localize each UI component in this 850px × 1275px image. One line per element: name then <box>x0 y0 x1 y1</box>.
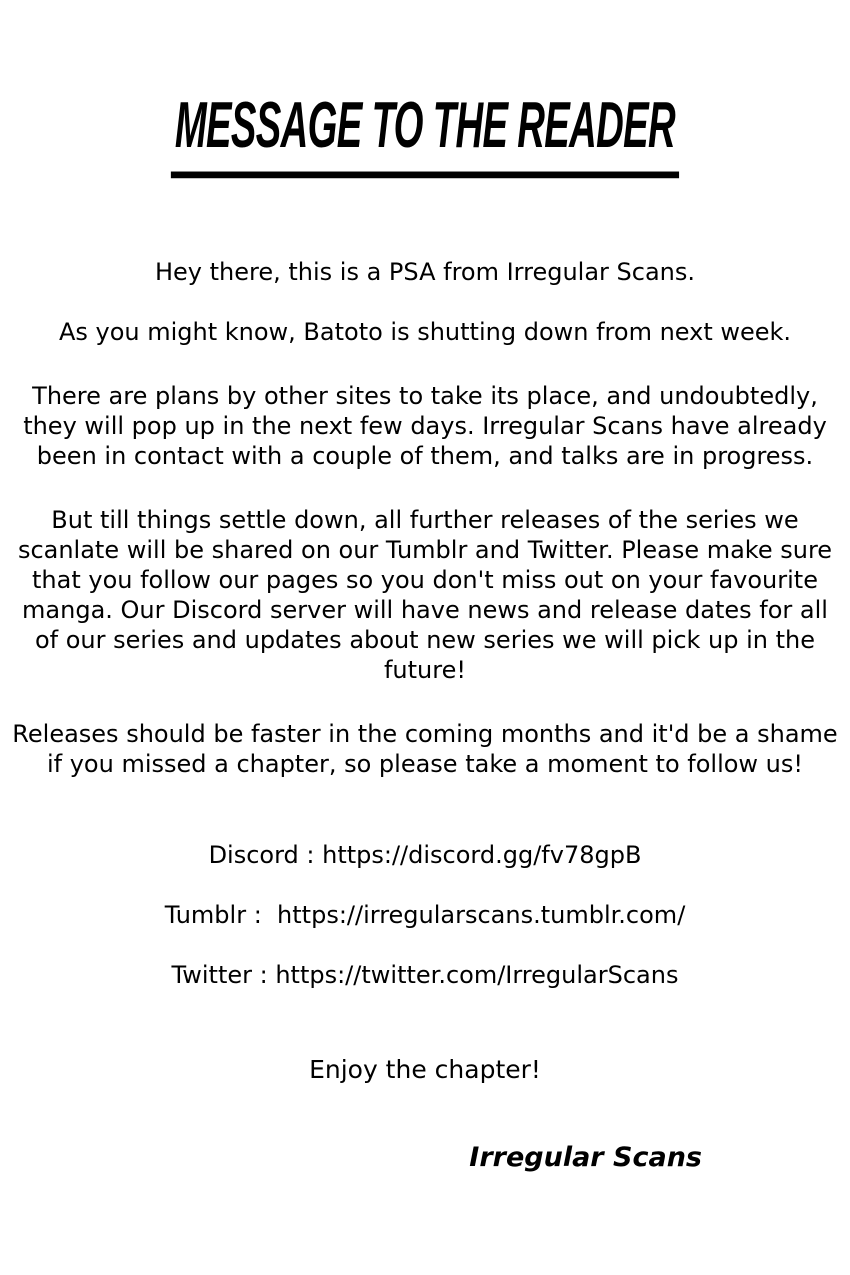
closing-message: Enjoy the chapter! <box>309 1054 541 1084</box>
psa-paragraph-intro: Hey there, this is a PSA from Irregular Scans. <box>154 257 696 286</box>
psa-paragraph-batoto: As you might know, Batoto is shutting down from next week. <box>58 317 792 346</box>
psa-paragraph-follow: Releases should be faster in the coming months and it'd be a shame if you missed a chapter, so please take a moment to follow us! <box>12 719 838 778</box>
psa-paragraph-releases: But till things settle down, all further releases of the series we scanlate will be shared on our Tumblr and Twitter. Please make sure that you follow our pages so you don't miss out on your favourite manga. Our Discord server will have news and release dates for all of our series and updates about new series we will pick up in the future! <box>17 505 833 684</box>
page-title: MESSAGE TO THE READER <box>171 92 679 178</box>
message-body <box>8 257 842 779</box>
signature: Irregular Scans <box>469 1141 702 1173</box>
title-block <box>0 0 850 169</box>
social-links <box>0 841 850 989</box>
discord-link: Discord : https://discord.gg/fv78gpB <box>208 840 642 869</box>
tumblr-link: Tumblr : https://irregularscans.tumblr.com/ <box>164 900 686 929</box>
twitter-link: Twitter : https://twitter.com/IrregularScans <box>171 960 679 989</box>
psa-paragraph-plans: There are plans by other sites to take its place, and undoubtedly, they will pop up in the next few days. Irregular Scans have already been in contact with a couple of them, and talks are in progress. <box>23 381 827 470</box>
